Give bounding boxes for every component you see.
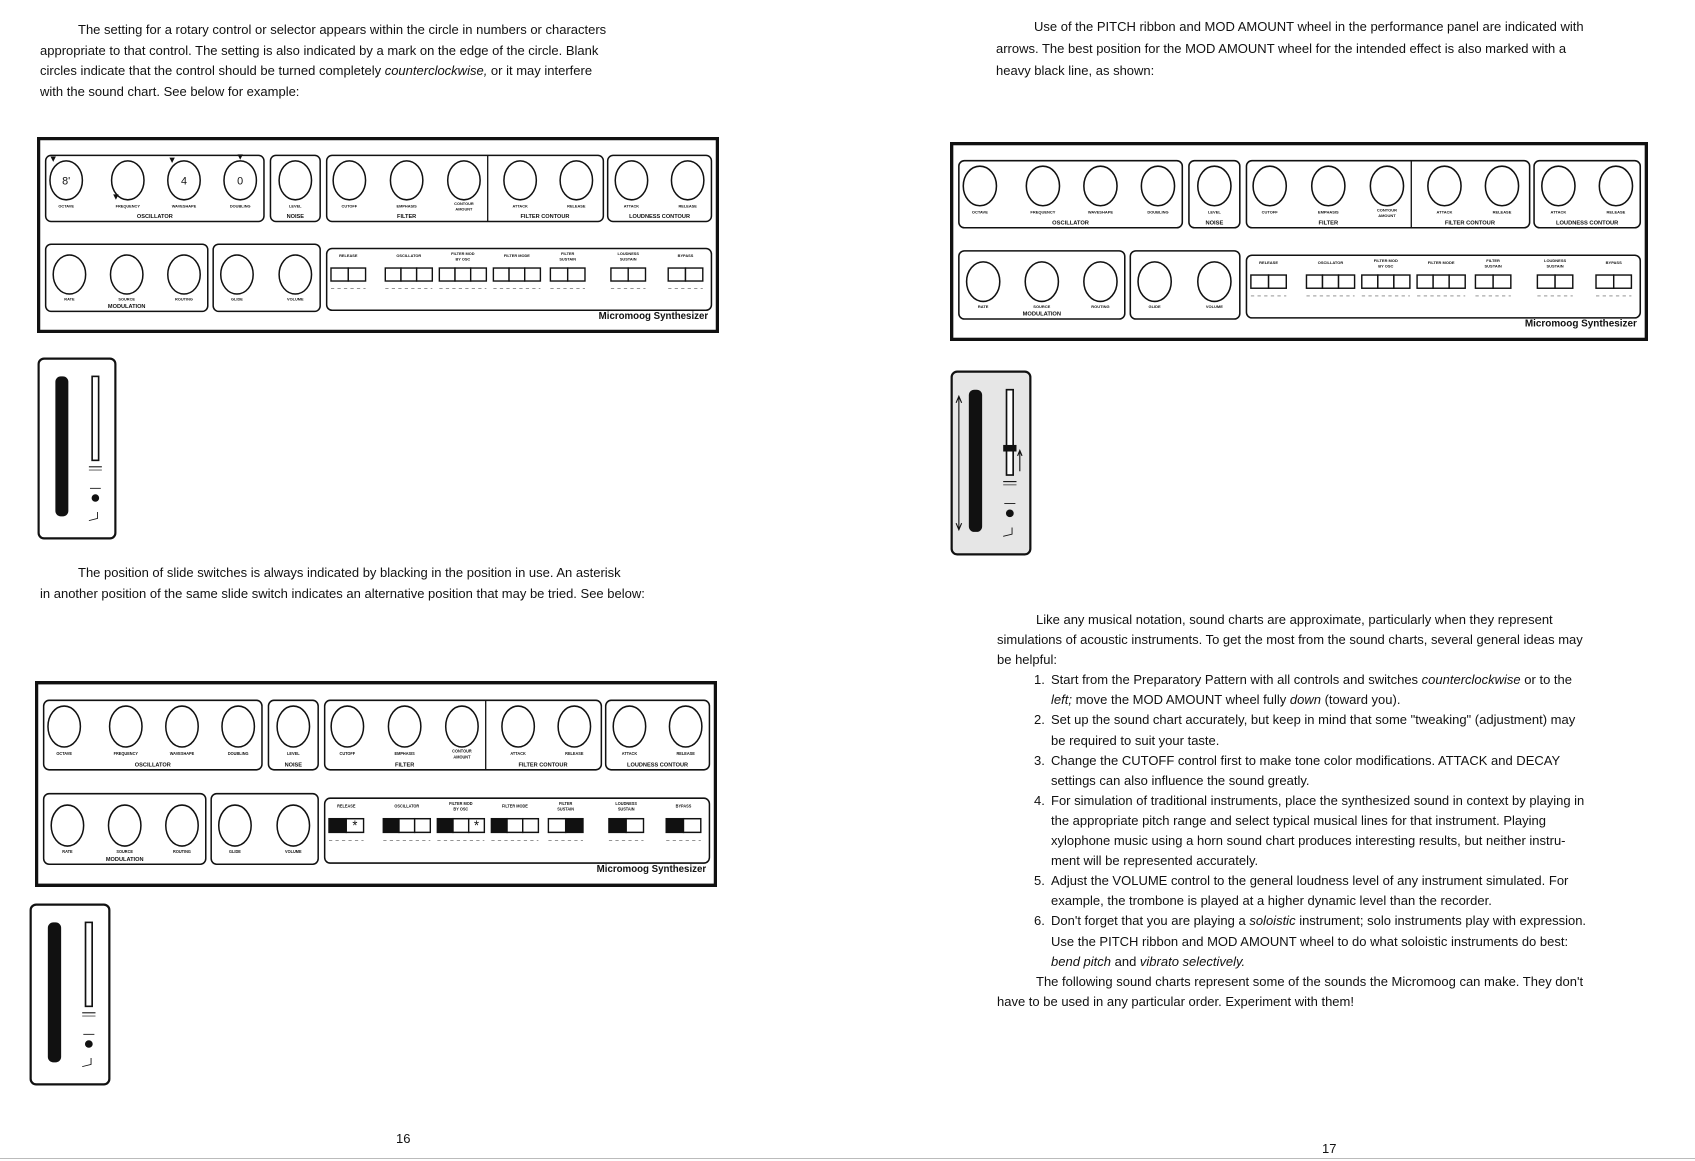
group-title: LOUDNESS CONTOUR [627,762,689,769]
switch-label: OSCILLATOR [394,803,420,809]
group-title: NOISE [1205,220,1224,227]
slide-switch-cell [1362,275,1378,288]
list-item [997,670,1586,710]
page-bottom-edge [0,1158,1695,1159]
text-line: be required to suit your taste. [1051,732,1220,748]
knob [53,255,85,294]
knob [279,255,311,294]
knob-label: LEVEL [1207,209,1221,215]
switch-label: FILTER [1486,257,1500,263]
knob-label: ATTACK [621,750,638,757]
text-line: with the sound chart. See below for example: [40,83,300,99]
slide-switch-cell [401,268,417,281]
group-title: FILTER [1318,220,1339,227]
group-title: LOUDNESS CONTOUR [1555,220,1619,227]
slide-switch-cell [523,819,539,833]
text-line: appropriate to that control. The setting is also indicated by a mark on the edge of the circle. Blank [40,42,599,58]
text-line: Don't forget that you are playing a soloistic instrument; solo instruments play with expression. [1051,913,1587,929]
knob [671,161,703,200]
knob-label: GLIDE [1148,304,1161,310]
switch-label: SUSTAIN [617,806,635,812]
knob-label: WAVESHAPE [171,203,197,209]
switch-label: FILTER MODE [1427,260,1455,266]
slide-switch-cell [1306,275,1322,288]
knob [1312,166,1345,206]
knob-label: WAVESHAPE [169,750,195,757]
switch-label: SUSTAIN [559,256,577,262]
knob [166,706,198,747]
knob-label: CONTOUR [454,201,474,207]
group-title: OSCILLATOR [134,762,171,769]
slide-switch-cell [685,268,702,281]
knob-label: WAVESHAPE [1087,209,1114,215]
knob-label: AMOUNT [453,754,471,760]
knob-label: RELEASE [1606,209,1626,215]
slide-switch-cell [383,819,399,833]
pitch-ribbon [48,922,61,1062]
performance-panel-plain-2 [29,903,111,1086]
knob [277,805,309,846]
text-line: have to be used in any particular order. Experiment with them! [997,993,1354,1009]
knob-label: ATTACK [512,203,528,209]
knob [48,706,80,747]
mod-amount-wheel [92,376,98,460]
asterisk-icon: * [473,817,480,834]
group-title: NOISE [284,762,303,769]
slide-switch-cell [626,819,643,833]
knob-label: ATTACK [1550,209,1567,215]
slide-switch-cell [1378,275,1394,288]
group-title: MODULATION [1022,311,1062,318]
slide-switch-cell [1417,275,1433,288]
slide-switch-cell [1269,275,1287,288]
switch-label: BYPASS [675,803,692,809]
slide-switch-cell [507,819,523,833]
text-line: example, the trombone is played at a higher dynamic level than the recorder. [1051,893,1492,909]
knob [1025,262,1058,302]
list-item [997,710,1586,750]
slide-switch-cell [550,268,567,281]
performance-panel-frame [39,359,116,539]
knob-label: CUTOFF [341,203,358,209]
list-item [997,871,1586,911]
slide-switch-cell [1614,275,1632,288]
knob-label: CONTOUR [452,748,472,754]
knob-label: EMPHASIS [1317,209,1339,215]
knob-setting: 8' [62,175,71,188]
knob [390,161,422,200]
knob-label: RELEASE [565,750,584,757]
knob-label: ROUTING [173,848,191,854]
asterisk-icon: * [352,817,358,834]
knob [1141,166,1174,206]
knob [1253,166,1286,206]
slide-switch-cell [609,819,626,833]
group-title: OSCILLATOR [1052,220,1089,227]
slide-switch-cell [568,268,585,281]
text-line: left; move the MOD AMOUNT wheel fully down (toward you). [1051,692,1401,708]
knob-setting: 0 [237,175,244,188]
control-panel-performance-example [950,142,1648,341]
knob-label: ROUTING [1091,304,1110,310]
knob [446,706,478,747]
knob [331,706,363,747]
power-light-icon [92,494,100,502]
text-line: The following sound charts represent some of the sounds the Micromoog can make. They don't [1036,973,1584,989]
list-item [997,791,1586,871]
slide-switch-cell [1493,275,1511,288]
knob [1542,166,1575,206]
text-line: simulations of acoustic instruments. To get the most from the sound charts, several general ideas may [997,632,1583,648]
list-item [997,751,1586,791]
slide-switch-cell [1433,275,1449,288]
knob [219,805,251,846]
knob [388,706,420,747]
switch-label: FILTER MOD [1373,257,1398,263]
group-title: LOUDNESS CONTOUR [629,214,691,221]
switch-label: FILTER MOD [449,800,473,807]
switch-label: BY OSC [1378,263,1394,269]
text-line: Like any musical notation, sound charts are approximate, particularly when they represent [1036,612,1553,627]
slide-switch-cell [525,268,541,281]
knob-label: RELEASE [1492,209,1512,215]
switch-label: BY OSC [453,806,469,812]
text-line: The position of slide switches is always indicated by blacking in the position in use. An asterisk [78,565,621,580]
knob-label: DOUBLING [1147,209,1169,215]
slide-switch-cell [1251,275,1269,288]
text-line: be helpful: [997,652,1057,668]
text-line: Use the PITCH ribbon and MOD AMOUNT wheel to do what soloistic instruments do best: [1051,933,1569,949]
switch-label: RELEASE [1259,260,1278,266]
performance-panel-plain [37,357,117,540]
knob [108,805,140,846]
list-item [997,911,1586,971]
slide-switch-cell [1323,275,1339,288]
text-line: Change the CUTOFF control first to make tone color modifications. ATTACK and DECAY [1051,752,1561,768]
slide-switch-cell [666,819,683,833]
brand-logo: Micromoog Synthesizer [1524,318,1637,330]
performance-panel-frame [952,372,1031,555]
text-line: ment will be represented accurately. [1051,853,1259,869]
slide-switch-cell [566,819,583,833]
knob-label: DOUBLING [229,203,251,209]
slide-switch-cell [385,268,401,281]
knob [558,706,590,747]
knob [110,706,142,747]
switch-label: OSCILLATOR [396,253,422,259]
page-number-right: 17 [1322,1141,1337,1156]
pitch-ribbon [55,376,68,516]
slide-switch-cell [683,819,700,833]
right-intro-paragraph [996,16,1584,82]
knob-label: DOUBLING [227,750,249,757]
slide-switch-cell [1339,275,1355,288]
knob [448,161,480,200]
knob-label: RELEASE [676,750,695,757]
knob-label: ATTACK [510,750,526,757]
switch-label: FILTER MOD [451,251,475,257]
switch-label: FILTER MODE [503,253,530,259]
knob-label: OCTAVE [58,203,74,209]
knob-label: VOLUME [1205,304,1223,310]
group-title: FILTER CONTOUR [518,762,568,769]
knob [1084,262,1117,302]
slide-switch-cell [509,268,525,281]
power-light-icon [85,1040,93,1048]
knob-label: LEVEL [289,203,302,209]
knob-label: ROUTING [175,296,193,302]
page-number-left: 16 [396,1131,411,1146]
text-line: circles indicate that the control should be turned completely counterclockwise, or it may interfere [40,63,593,78]
control-panel-rotary-example [37,137,719,333]
text-line: The setting for a rotary control or selector appears within the circle in numbers or characters [78,22,607,37]
switch-label: SUSTAIN [1484,263,1502,269]
slide-switch-cell [329,819,346,833]
slide-switch-cell [348,268,365,281]
group-title: NOISE [286,214,305,221]
knob-label: FREQUENCY [115,203,140,209]
slide-switch-cell [1449,275,1465,288]
knob [1485,166,1518,206]
mod-amount-setting-marker [1003,445,1016,452]
list-number: 4. [1034,792,1045,808]
control-panel-switch-example [35,681,717,887]
knob [1084,166,1117,206]
slide-switch-cell [453,819,469,833]
text-line: Start from the Preparatory Pattern with all controls and switches counterclockwise or to the [1051,672,1572,688]
switch-label: LOUDNESS [1544,257,1567,263]
knob [967,262,1000,302]
knob [112,161,144,200]
switch-label: SUSTAIN [557,806,575,812]
slide-switch-cell [455,268,471,281]
group-title: FILTER CONTOUR [520,214,570,221]
switch-label: RELEASE [339,253,358,259]
text-line: For simulation of traditional instruments, place the synthesized sound in context by playing in [1051,792,1585,808]
text-line: Adjust the VOLUME control to the general loudness level of any instrument simulated. For [1051,873,1569,889]
switch-label: LOUDNESS [615,800,637,807]
knob [51,805,83,846]
slide-switch-cell [628,268,645,281]
knob-label: RELEASE [567,203,586,209]
knob [1138,262,1171,302]
list-number: 2. [1034,712,1045,728]
knob [221,255,253,294]
slide-switch-cell [1394,275,1410,288]
switch-label: OSCILLATOR [1317,260,1344,266]
group-title: MODULATION [105,856,144,863]
knob-label: ATTACK [623,203,640,209]
left-intro-paragraph [40,20,606,102]
knob [279,161,311,200]
knob-label: CUTOFF [339,750,356,757]
knob-label: GLIDE [229,848,241,854]
performance-panel-marked [950,370,1032,556]
knob [277,706,309,747]
text-line: Set up the sound chart accurately, but keep in mind that some "tweaking" (adjustment) may [1051,712,1576,728]
knob-label: VOLUME [287,296,304,302]
knob-label: AMOUNT [455,206,473,212]
knob-label: EMPHASIS [394,750,415,757]
slide-switch-cell [417,268,433,281]
knob [1026,166,1059,206]
knob [615,161,647,200]
switch-label: FILTER [559,800,573,807]
mod-amount-wheel [86,922,93,1006]
list-number: 1. [1034,672,1045,688]
slide-switch-cell [437,819,453,833]
switch-label: LOUDNESS [617,251,639,257]
slide-switch-cell [415,819,431,833]
knob-label: RATE [62,848,73,854]
knob-label: AMOUNT [1378,212,1396,218]
switch-label: SUSTAIN [1546,263,1564,269]
text-line: settings can also influence the sound greatly. [1051,772,1310,788]
switch-label: BY OSC [455,256,471,262]
knob-label: LEVEL [287,750,300,757]
knob-label: SOURCE [116,848,134,854]
list-number: 5. [1034,873,1045,889]
slide-switch-cell [491,819,507,833]
slide-switch-cell [493,268,509,281]
power-light-icon [1006,510,1014,518]
knob-label: RATE [64,296,75,302]
text-line: xylophone music using a horn sound chart produces interesting results, but neither instru- [1051,833,1566,849]
group-title: MODULATION [107,304,146,311]
knob [333,161,365,200]
knob [613,706,645,747]
text-line: in another position of the same slide switch indicates an alternative position that may be tried. See below: [40,585,645,601]
slide-switch-cell [1475,275,1493,288]
slide-switch-cell [439,268,455,281]
slide-switch-cell [331,268,348,281]
switch-label: FILTER MODE [501,803,528,809]
brand-logo: Micromoog Synthesizer [596,864,707,876]
switch-label: SUSTAIN [619,256,637,262]
text-line: Use of the PITCH ribbon and MOD AMOUNT wheel in the performance panel are indicated with [1034,19,1584,34]
knob-label: SOURCE [118,296,135,302]
knob-label: FREQUENCY [113,750,138,757]
slide-switch-cell [1596,275,1614,288]
knob [963,166,996,206]
knob [502,706,534,747]
knob [1599,166,1632,206]
knob-label: CUTOFF [1261,209,1278,215]
group-title: OSCILLATOR [136,214,173,221]
slide-switch-cell [399,819,415,833]
text-line: heavy black line, as shown: [996,63,1155,78]
knob [669,706,701,747]
switch-label: BYPASS [677,253,694,259]
slide-switch-cell [1537,275,1555,288]
knob-label: ATTACK [1436,209,1453,215]
text-line: the appropriate pitch range and select typical musical lines for that instrument. Playing [1051,812,1546,828]
knob-label: OCTAVE [56,750,72,757]
slide-switch-cell [611,268,628,281]
switch-label: FILTER [561,251,575,257]
mod-amount-wheel [1007,390,1014,475]
brand-logo: Micromoog Synthesizer [598,310,709,322]
knob-label: RELEASE [678,203,697,209]
knob [222,706,254,747]
knob-label: RATE [977,304,989,310]
knob [166,805,198,846]
knob [504,161,536,200]
knob-label: CONTOUR [1376,207,1397,213]
text-line: arrows. The best position for the MOD AMOUNT wheel for the intended effect is also marked with a [996,41,1567,56]
slide-switch-cell [1555,275,1573,288]
right-ideas-block [997,610,1586,1012]
knob-label: VOLUME [285,848,302,854]
knob [560,161,592,200]
knob [1370,166,1403,206]
slide-switch-cell [668,268,685,281]
switch-label: BYPASS [1605,260,1622,266]
knob [1198,166,1231,206]
list-number: 6. [1034,913,1045,929]
group-title: FILTER [397,214,417,221]
knob [110,255,142,294]
knob [1428,166,1461,206]
knob-label: SOURCE [1033,304,1051,310]
knob-label: EMPHASIS [396,203,417,209]
group-title: FILTER [395,762,415,769]
slide-switch-cell [471,268,487,281]
knob-label: FREQUENCY [1030,209,1056,215]
text-line: bend pitch and vibrato selectively. [1051,953,1246,969]
slide-switch-cell [548,819,565,833]
left-switch-paragraph [40,563,645,604]
knob-setting: 4 [180,175,187,188]
switch-label: RELEASE [337,803,356,809]
group-title: FILTER CONTOUR [1444,220,1495,227]
knob-label: GLIDE [231,296,243,302]
knob [168,255,200,294]
knob [1198,262,1231,302]
performance-panel-frame [31,905,110,1085]
knob-label: OCTAVE [971,209,988,215]
pitch-ribbon [969,390,982,532]
list-number: 3. [1034,752,1045,768]
